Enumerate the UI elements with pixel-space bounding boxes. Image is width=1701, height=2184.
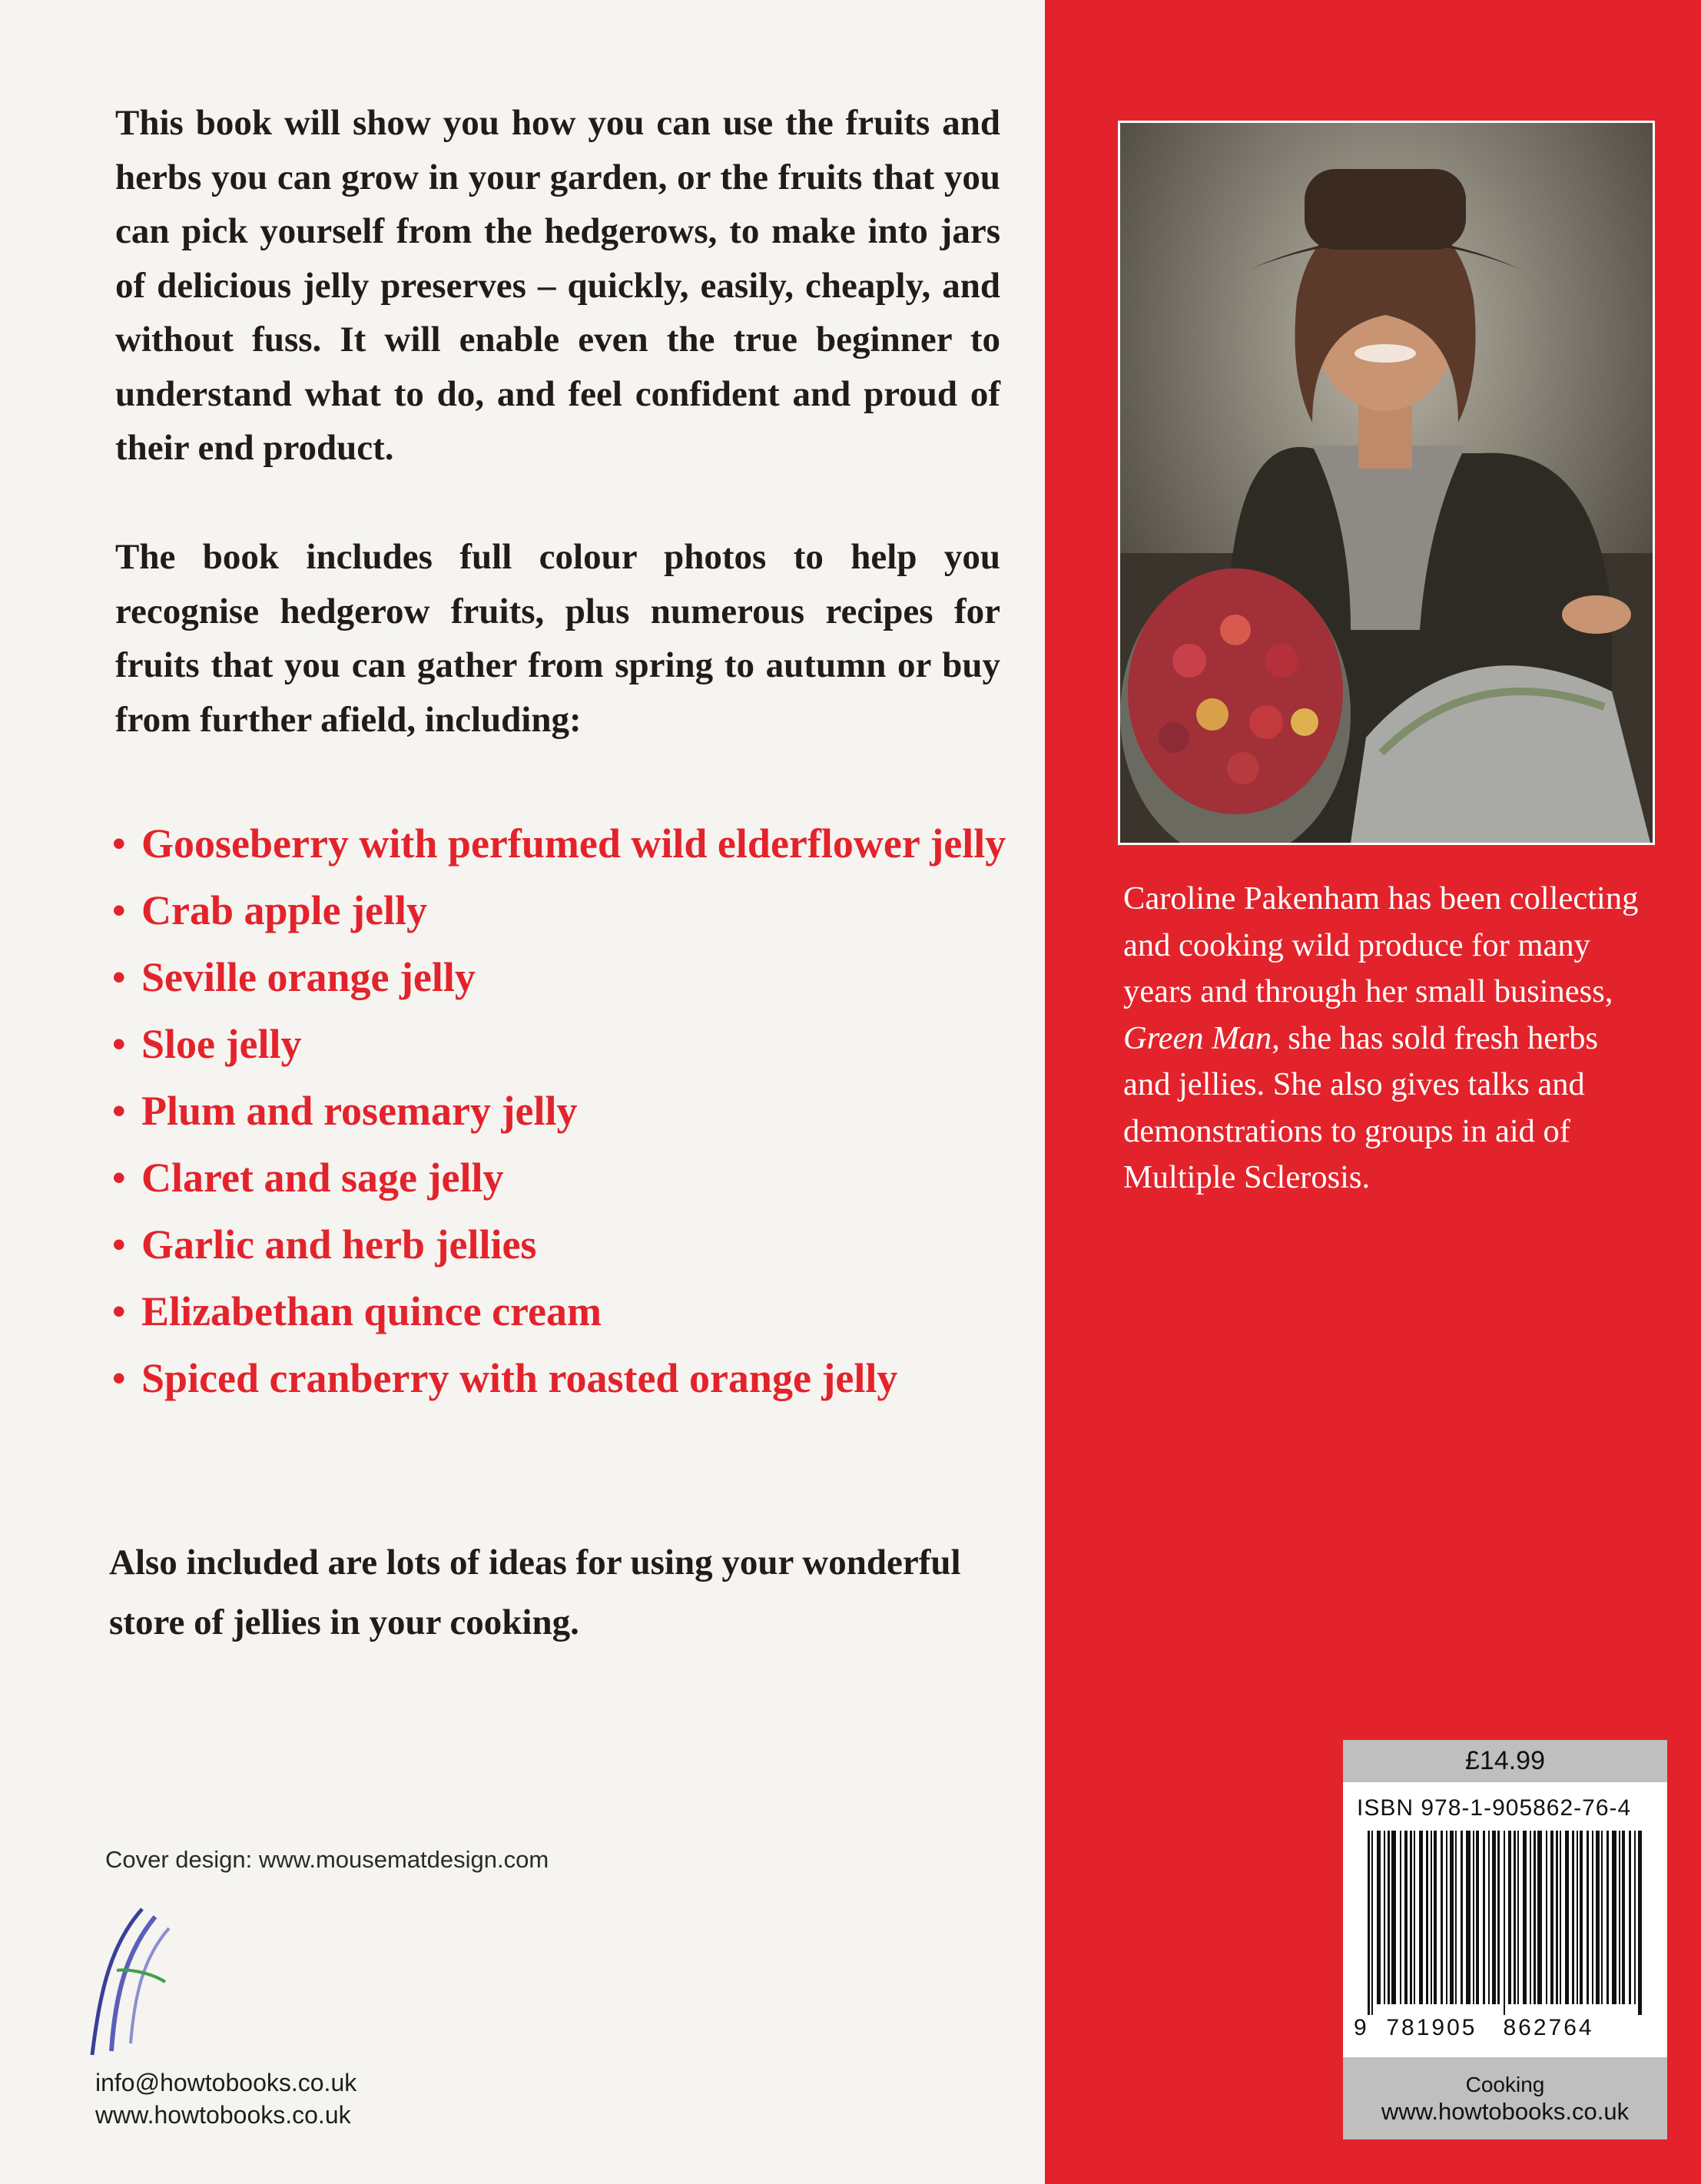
barcode-bar xyxy=(1450,1831,1454,2004)
barcode-bar xyxy=(1368,1831,1370,2015)
barcode-footer xyxy=(1343,2057,1667,2139)
barcode-bar xyxy=(1441,1831,1443,2004)
barcode-bar xyxy=(1504,1831,1505,2015)
barcode-bar xyxy=(1400,1831,1401,2004)
barcode-bar xyxy=(1466,1831,1471,2004)
barcode-bar xyxy=(1384,1831,1385,2004)
barcode-bar xyxy=(1426,1831,1428,2004)
recipe-title: Sloe jelly xyxy=(141,1021,302,1067)
recipe-title: Elizabethan quince cream xyxy=(141,1288,602,1334)
recipe-title: Garlic and herb jellies xyxy=(141,1221,537,1268)
barcode-bars-icon xyxy=(1354,1831,1656,2015)
recipe-item xyxy=(112,1345,1019,1412)
author-bio-end: , she has sold fresh herbs and jellies. She also gives talks and demonstrations to groups in aid of Multiple Sclerosis. xyxy=(1123,1019,1599,1195)
also-included-paragraph: Also included are lots of ideas for using your wonderful store of jellies in your cooking. xyxy=(109,1543,961,1642)
recipe-item xyxy=(112,944,1019,1011)
contact-email: info@howtobooks.co.uk xyxy=(95,2069,357,2096)
barcode-left-digits: 781905 xyxy=(1386,2015,1477,2040)
isbn: ISBN 978-1-905862-76-4 xyxy=(1357,1795,1632,1821)
barcode-bar xyxy=(1431,1831,1432,2004)
contact-website: www.howtobooks.co.uk xyxy=(95,2101,351,2129)
recipe-item xyxy=(112,1078,1019,1145)
barcode-bar xyxy=(1619,1831,1620,2004)
bullet-icon: • xyxy=(112,1156,126,1199)
author-bio xyxy=(1123,876,1646,1201)
recipe-title: Gooseberry with perfumed wild elderflower jelly xyxy=(141,820,1006,867)
recipe-title: Seville orange jelly xyxy=(141,954,476,1000)
barcode-bar xyxy=(1601,1831,1603,2004)
barcode-bar xyxy=(1612,1831,1616,2004)
barcode-bar xyxy=(1476,1831,1479,2004)
barcode-bar xyxy=(1556,1831,1558,2004)
barcode-bar xyxy=(1622,1831,1625,2004)
bullet-icon: • xyxy=(112,1357,126,1400)
publisher-logo-icon xyxy=(69,1897,184,2074)
barcode-bar xyxy=(1634,1831,1636,2004)
barcode-bar xyxy=(1483,1831,1485,2004)
recipe-title: Crab apple jelly xyxy=(141,887,427,933)
barcode-first-digit: 9 xyxy=(1354,2015,1369,2040)
barcode-bar xyxy=(1461,1831,1463,2004)
bullet-icon: • xyxy=(112,1089,126,1132)
price: £14.99 xyxy=(1343,1740,1667,1782)
bullet-icon: • xyxy=(112,956,126,999)
barcode-bar xyxy=(1404,1831,1408,2004)
author-photo xyxy=(1118,121,1655,845)
recipe-title: Spiced cranberry with roasted orange jelly xyxy=(141,1355,898,1401)
barcode-bar xyxy=(1446,1831,1447,2004)
recipe-item xyxy=(112,1278,1019,1345)
barcode-bar xyxy=(1606,1831,1609,2004)
barcode-bar xyxy=(1514,1831,1516,2004)
barcode-bar xyxy=(1419,1831,1423,2004)
recipe-item xyxy=(112,877,1019,944)
barcode-bar xyxy=(1414,1831,1415,2004)
publisher-url: www.howtobooks.co.uk xyxy=(1381,2098,1630,2125)
barcode-bar xyxy=(1523,1831,1527,2004)
recipe-item xyxy=(112,1145,1019,1211)
bullet-icon: • xyxy=(112,822,126,865)
barcode-bar xyxy=(1638,1831,1642,2015)
barcode-bar xyxy=(1497,1831,1500,2004)
barcode-bar xyxy=(1572,1831,1574,2004)
recipe-item xyxy=(112,810,1019,877)
publisher-contact xyxy=(95,2066,356,2131)
barcode-bar xyxy=(1508,1831,1511,2004)
barcode-bar xyxy=(1455,1831,1457,2004)
book-category: Cooking xyxy=(1465,2073,1545,2096)
barcode-right-digits: 862764 xyxy=(1503,2015,1594,2040)
barcode-bar xyxy=(1560,1831,1561,2004)
barcode-bar xyxy=(1596,1831,1600,2004)
barcode-bar xyxy=(1534,1831,1536,2004)
barcode-bar xyxy=(1371,1831,1373,2015)
recipe-item xyxy=(112,1211,1019,1278)
barcode-bar xyxy=(1565,1831,1569,2004)
bullet-icon: • xyxy=(112,1290,126,1333)
bullet-icon: • xyxy=(112,889,126,932)
barcode-bar xyxy=(1537,1831,1542,2004)
barcode-bar xyxy=(1587,1831,1589,2004)
recipe-item xyxy=(112,1011,1019,1078)
barcode-bar xyxy=(1546,1831,1547,2004)
includes-paragraph: The book includes full colour photos to help you recognise hedgerow fruits, plus numerous recipes for fruits that you can gather from spring to autumn or buy from further afield, including: xyxy=(115,537,1000,740)
barcode-bar xyxy=(1388,1831,1390,2004)
barcode-bar xyxy=(1629,1831,1631,2004)
barcode-bar xyxy=(1592,1831,1593,2004)
bullet-icon: • xyxy=(112,1223,126,1266)
barcode-bar xyxy=(1577,1831,1578,2004)
barcode-bar xyxy=(1410,1831,1412,2004)
barcode-bar xyxy=(1517,1831,1519,2004)
barcode-bar xyxy=(1377,1831,1381,2004)
barcode-digits xyxy=(1354,2015,1656,2041)
barcode-bar xyxy=(1550,1831,1553,2004)
barcode-bar xyxy=(1473,1831,1474,2004)
barcode-bar xyxy=(1492,1831,1496,2004)
barcode-bar xyxy=(1434,1831,1437,2004)
recipe-title: Claret and sage jelly xyxy=(141,1155,504,1201)
barcode-bar xyxy=(1530,1831,1531,2004)
cover-design-credit: Cover design: www.mousematdesign.com xyxy=(105,1846,549,1873)
barcode-bar xyxy=(1488,1831,1490,2004)
barcode-bar xyxy=(1391,1831,1396,2004)
author-bio-start: Caroline Pakenham has been collecting and cooking wild produce for many years and through her small business, xyxy=(1123,880,1639,1009)
intro-paragraph: This book will show you how you can use the fruits and herbs you can grow in your garden, or the fruits that you can pick yourself from the hedgerows, to make into jars of delicious jelly preserves – quickly, easily, cheaply, and without fuss. It will enable even the true beginner to understand what to do, and feel confident and proud of their end product. xyxy=(115,103,1000,468)
recipe-list xyxy=(112,810,1019,1412)
barcode-bar xyxy=(1580,1831,1583,2004)
author-photo-image xyxy=(1120,123,1653,843)
recipe-title: Plum and rosemary jelly xyxy=(141,1088,578,1134)
business-name: Green Man xyxy=(1123,1019,1272,1056)
barcode-box xyxy=(1343,1740,1667,2139)
bullet-icon: • xyxy=(112,1022,126,1065)
